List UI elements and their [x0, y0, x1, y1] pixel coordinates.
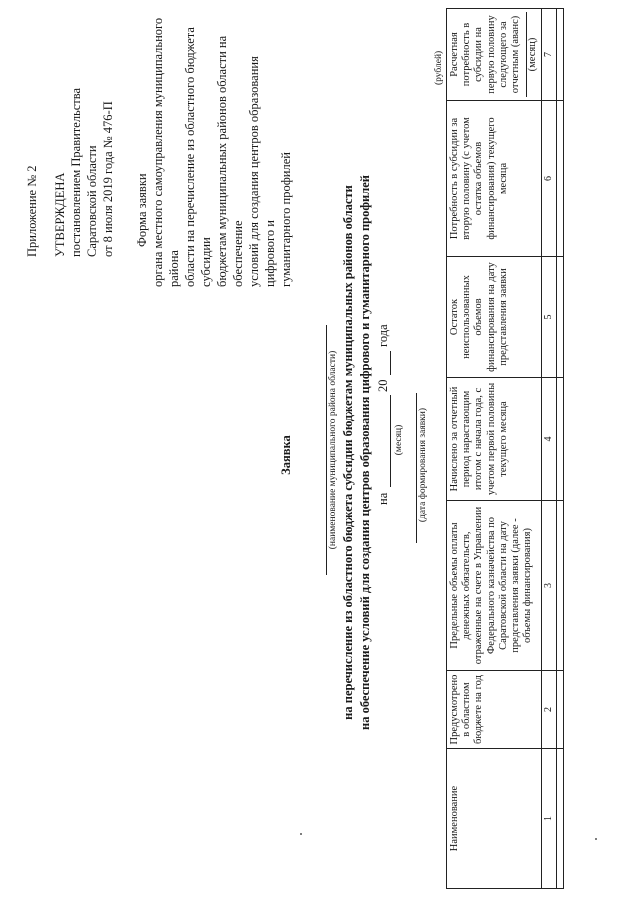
- header-planned: Предусмотрено в областном бюджете на год: [447, 671, 542, 749]
- period-prefix: на: [376, 492, 390, 505]
- month-caption: (месяц): [394, 424, 404, 456]
- approval-block: [24, 7, 116, 257]
- form-line-4: условий для создания центров образования цифрового и: [247, 56, 277, 287]
- header-name: Наименование: [447, 749, 542, 889]
- column-numbers-row: [542, 9, 557, 889]
- table-row: [557, 9, 564, 889]
- date-line: [416, 393, 417, 543]
- district-caption: (наименование муниципального района области): [328, 350, 338, 550]
- table-header-row: [447, 9, 542, 889]
- header-remainder: Остаток неиспользованных объемов финансирования на дату представления заявки: [447, 257, 542, 378]
- header-month-note: (месяц): [527, 37, 539, 72]
- purpose-line-1: на перечисление из областного бюджета субсидии бюджетам муниципальных районов области: [341, 185, 355, 720]
- scan-speck: [300, 833, 302, 835]
- col-number-6: 6: [542, 101, 557, 257]
- document-title: Заявка: [279, 435, 293, 475]
- month-blank-line: [390, 395, 391, 487]
- header-accrued: Начислено за отчетный период нарастающим итогом с начала года, с учетом первой половины текущего месяца: [447, 378, 542, 501]
- col-number-3: 3: [542, 501, 557, 671]
- col-number-5: 5: [542, 257, 557, 378]
- year-prefix: 20: [376, 379, 390, 392]
- col-number-4: 4: [542, 378, 557, 501]
- col-number-2: 2: [542, 671, 557, 749]
- col-number-7: 7: [542, 9, 557, 101]
- header-need-advance-text: Расчетная потребность в субсидии на первую половину следующего за отчетным (аванс): [449, 15, 522, 94]
- approved-line-3: от 8 июля 2019 года № 476-П: [101, 101, 115, 257]
- header-need-advance: [447, 9, 542, 101]
- year-suffix: года: [376, 324, 390, 347]
- form-line-2: области на перечисление из областного бюджета субсидии: [183, 27, 213, 287]
- approved-line-2: Саратовской области: [85, 145, 99, 257]
- date-caption: (дата формирования заявки): [418, 407, 428, 523]
- scan-speck: [595, 838, 597, 840]
- form-line-1: органа местного самоуправления муниципального района: [151, 17, 181, 287]
- units-label: (рублей): [434, 50, 444, 85]
- form-label: Форма заявки: [135, 173, 149, 247]
- header-limits: Предельные объемы оплаты денежных обязательств, отраженные на счете в Управлении Федерального казначейства по Саратовской области на дату представления заявки (далее - объемы финансирования): [447, 501, 542, 671]
- purpose-line-2: на обеспечение условий для создания центров образования цифрового и гуманитарного профилей: [358, 175, 372, 730]
- col-number-1: 1: [542, 749, 557, 889]
- year-blank-line: [390, 351, 391, 375]
- district-name-line: [326, 325, 327, 575]
- form-line-5: гуманитарного профилей: [279, 152, 293, 287]
- appendix-number: Приложение № 2: [25, 165, 39, 257]
- header-need-second-half: Потребность в субсидии за вторую половину (с учетом остатка объемов финансирования) текущего месяца: [447, 101, 542, 257]
- form-block: [134, 2, 294, 287]
- subsidy-table: [446, 8, 564, 889]
- approved-line-1: постановлением Правительства: [69, 87, 83, 257]
- form-line-3: бюджетам муниципальных районов области на обеспечение: [215, 35, 245, 287]
- approved-label: УТВЕРЖДЕНА: [53, 172, 67, 257]
